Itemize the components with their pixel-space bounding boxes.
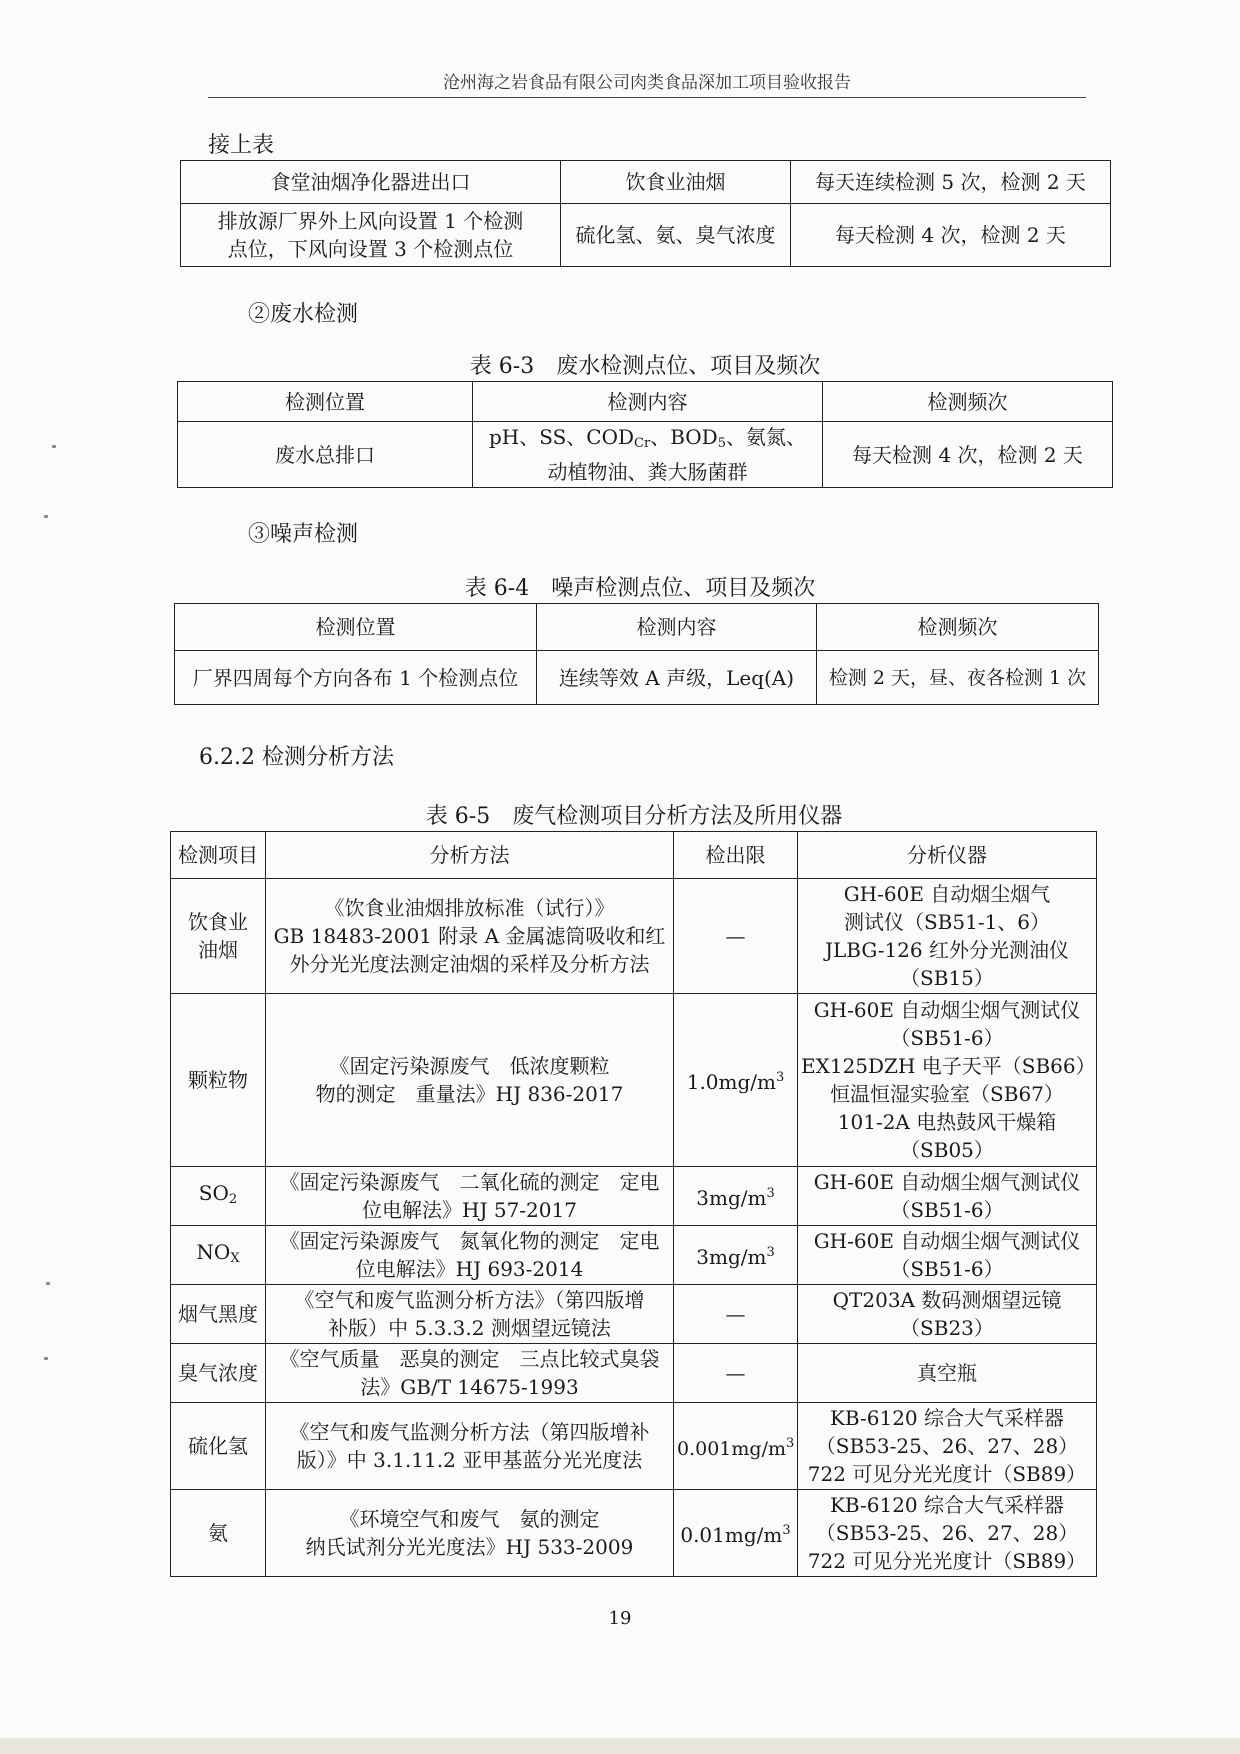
cell-line: pH、SS、$COD_{Cr}$、$BOD_5$、氨氮、 (489, 425, 806, 451)
cell-line: 物的测定 重量法》HJ 836-2017 (315, 1082, 624, 1106)
cell-line: 点位，下风向设置 3 个检测点位 (227, 237, 514, 261)
table-cell: $1.0mg/m^3$ (674, 994, 798, 1167)
table-header-row (171, 832, 1097, 879)
table-cell: 臭气浓度 (171, 1344, 266, 1403)
column-header: 检测位置 (175, 604, 537, 651)
table-cell (171, 879, 266, 994)
table-cell (266, 879, 674, 994)
table-cell: 硫化氢 (171, 1403, 266, 1490)
table-cell (266, 1344, 674, 1403)
cell-line: 101-2A 电热鼓风干燥箱 (837, 1110, 1057, 1134)
cell-line: 《空气质量 恶臭的测定 三点比较式臭袋 (279, 1347, 660, 1371)
cell-line: 外分光光度法测定油烟的采样及分析方法 (289, 952, 650, 976)
cell-line: 恒温恒湿实验室（SB67） (830, 1082, 1064, 1106)
table-cell: 饮食业油烟 (561, 161, 791, 204)
table-cell (473, 422, 823, 488)
table-cell (798, 879, 1097, 994)
column-header: 检测频次 (823, 382, 1113, 422)
cell-line: 位电解法》HJ 57-2017 (362, 1198, 577, 1222)
column-header: 检测项目 (171, 832, 266, 879)
table-cell: 硫化氢、氨、臭气浓度 (561, 204, 791, 267)
cell-line: 722 可见分光光度计（SB89） (807, 1462, 1087, 1486)
cell-line: GH-60E 自动烟尘烟气测试仪 (813, 1170, 1081, 1194)
table-cell: 食堂油烟净化器进出口 (181, 161, 561, 204)
table-cell (266, 1490, 674, 1577)
table-cell (798, 994, 1097, 1167)
cell-line: 动植物油、粪大肠菌群 (547, 460, 748, 484)
table-row (181, 161, 1111, 204)
cell-line: （SB51-6） (890, 1198, 1004, 1222)
scan-speck (46, 1282, 50, 1285)
column-header: 检测内容 (537, 604, 817, 651)
scan-speck (44, 515, 48, 518)
cell-line: 饮食业 (188, 910, 248, 934)
table-cell: 烟气黑度 (171, 1285, 266, 1344)
table-6-3 (177, 381, 1113, 488)
cell-line: （SB51-6） (890, 1257, 1004, 1281)
cell-line: KB-6120 综合大气采样器 (829, 1493, 1065, 1517)
table-cell: $3mg/m^3$ (674, 1226, 798, 1285)
cell-line: QT203A 数码测烟望远镜 (832, 1288, 1062, 1312)
table-cell: 每天检测 4 次，检测 2 天 (791, 204, 1111, 267)
cell-line: （SB51-6） (890, 1026, 1004, 1050)
table-cell: $3mg/m^3$ (674, 1167, 798, 1226)
table-6-5 (170, 831, 1097, 1577)
table-row (171, 1344, 1097, 1403)
table-cell: $NO_X$ (171, 1226, 266, 1285)
cell-line: GB 18483-2001 附录 A 金属滤筒吸收和红 (273, 924, 666, 948)
cell-line: 《饮食业油烟排放标准（试行）》 (324, 896, 615, 920)
table-cell: 检测 2 天，昼、夜各检测 1 次 (817, 651, 1099, 705)
cell-line: KB-6120 综合大气采样器 (829, 1406, 1065, 1430)
table-cell: $SO_2$ (171, 1167, 266, 1226)
cell-line: 《固定污染源废气 低浓度颗粒 (329, 1054, 610, 1078)
column-header: 检测位置 (178, 382, 473, 422)
cell-line: 《固定污染源废气 氮氧化物的测定 定电 (279, 1229, 660, 1253)
table-cell (798, 1226, 1097, 1285)
table-row (171, 1285, 1097, 1344)
table-row (181, 204, 1111, 267)
cell-line: 排放源厂界外上风向设置 1 个检测 (217, 209, 524, 233)
table-cell: — (674, 1344, 798, 1403)
table-cell (266, 1167, 674, 1226)
column-header: 检测内容 (473, 382, 823, 422)
table-row (178, 422, 1113, 488)
cell-line: GH-60E 自动烟尘烟气测试仪 (813, 998, 1081, 1022)
table-cell (798, 1167, 1097, 1226)
table-row (171, 1167, 1097, 1226)
cell-line: 《空气和废气监测分析方法》（第四版增 (294, 1288, 645, 1312)
column-header: 检测频次 (817, 604, 1099, 651)
table-cell: 连续等效 A 声级，Leq(A) (537, 651, 817, 705)
table-cell (798, 1403, 1097, 1490)
table-cell: — (674, 879, 798, 994)
column-header: 分析仪器 (798, 832, 1097, 879)
cell-line: （SB53-25、26、27、28） (815, 1521, 1079, 1545)
cell-line: 版）》中 3.1.11.2 亚甲基蓝分光光度法 (296, 1448, 643, 1472)
table-cell (266, 994, 674, 1167)
table-cell: 厂界四周每个方向各布 1 个检测点位 (175, 651, 537, 705)
table-cell: 颗粒物 (171, 994, 266, 1167)
table-6-5-caption: 表 6-5 废气检测项目分析方法及所用仪器 (425, 804, 843, 829)
cell-line: 位电解法》HJ 693-2014 (355, 1257, 584, 1281)
cell-line: （SB53-25、26、27、28） (815, 1434, 1079, 1458)
cell-line: 补版）中 5.3.3.2 测烟望远镜法 (328, 1316, 611, 1340)
cell-line: （SB05） (900, 1138, 994, 1162)
table-cell (266, 1285, 674, 1344)
cell-line: GH-60E 自动烟尘烟气测试仪 (813, 1229, 1081, 1253)
table-cell (798, 1490, 1097, 1577)
table-6-3-caption: 表 6-3 废水检测点位、项目及频次 (469, 354, 821, 379)
table-row (171, 1403, 1097, 1490)
column-header: 分析方法 (266, 832, 674, 879)
continued-label: 接上表 (208, 133, 275, 158)
table-cell: $0.001mg/m^3$ (674, 1403, 798, 1490)
cell-line: （SB23） (900, 1316, 994, 1340)
section-heading-method: 6.2.2 检测分析方法 (199, 745, 394, 770)
cell-line: 《空气和废气监测分析方法（第四版增补 (289, 1420, 650, 1444)
table-header-row (178, 382, 1113, 422)
cell-line: GH-60E 自动烟尘烟气 (843, 882, 1051, 906)
table-row (171, 879, 1097, 994)
cell-line: （SB15） (900, 966, 994, 990)
cell-line: 《环境空气和废气 氨的测定 (339, 1507, 600, 1531)
table-cell: — (674, 1285, 798, 1344)
column-header: 检出限 (674, 832, 798, 879)
table-cell: 真空瓶 (798, 1344, 1097, 1403)
cell-line: 油烟 (198, 938, 238, 962)
scan-bottom-edge (0, 1738, 1240, 1754)
cell-line: 722 可见分光光度计（SB89） (807, 1549, 1087, 1573)
table-header-row (175, 604, 1099, 651)
table-cell (266, 1403, 674, 1490)
table-row (171, 994, 1097, 1167)
cell-line: 法》GB/T 14675-1993 (360, 1375, 579, 1399)
table-cell (181, 204, 561, 267)
cell-line: 《固定污染源废气 二氧化硫的测定 定电 (279, 1170, 660, 1194)
cell-line: 纳氏试剂分光光度法》HJ 533-2009 (305, 1535, 634, 1559)
cell-line: JLBG-126 红外分光测油仪 (824, 938, 1069, 962)
table-row (171, 1490, 1097, 1577)
scan-speck (52, 445, 56, 448)
table-cell: 每天检测 4 次，检测 2 天 (823, 422, 1113, 488)
scan-speck (44, 1357, 48, 1360)
table-cell: $0.01mg/m^3$ (674, 1490, 798, 1577)
table-cell: 每天连续检测 5 次，检测 2 天 (791, 161, 1111, 204)
table-cell (798, 1285, 1097, 1344)
continued-table (180, 160, 1111, 267)
table-row (171, 1226, 1097, 1285)
table-row (175, 651, 1099, 705)
section-heading-noise: ③噪声检测 (248, 522, 359, 547)
section-heading-wastewater: ②废水检测 (248, 302, 359, 327)
cell-line: 测试仪（SB51-1、6） (843, 910, 1051, 934)
table-cell: 废水总排口 (178, 422, 473, 488)
table-6-4-caption: 表 6-4 噪声检测点位、项目及频次 (464, 576, 816, 601)
page-number: 19 (608, 1608, 632, 1629)
table-cell (266, 1226, 674, 1285)
cell-line: EX125DZH 电子天平（SB66） (801, 1054, 1096, 1078)
table-cell: 氨 (171, 1490, 266, 1577)
table-6-4 (174, 603, 1099, 705)
page-header: 沧州海之岩食品有限公司肉类食品深加工项目验收报告 (208, 68, 1086, 98)
